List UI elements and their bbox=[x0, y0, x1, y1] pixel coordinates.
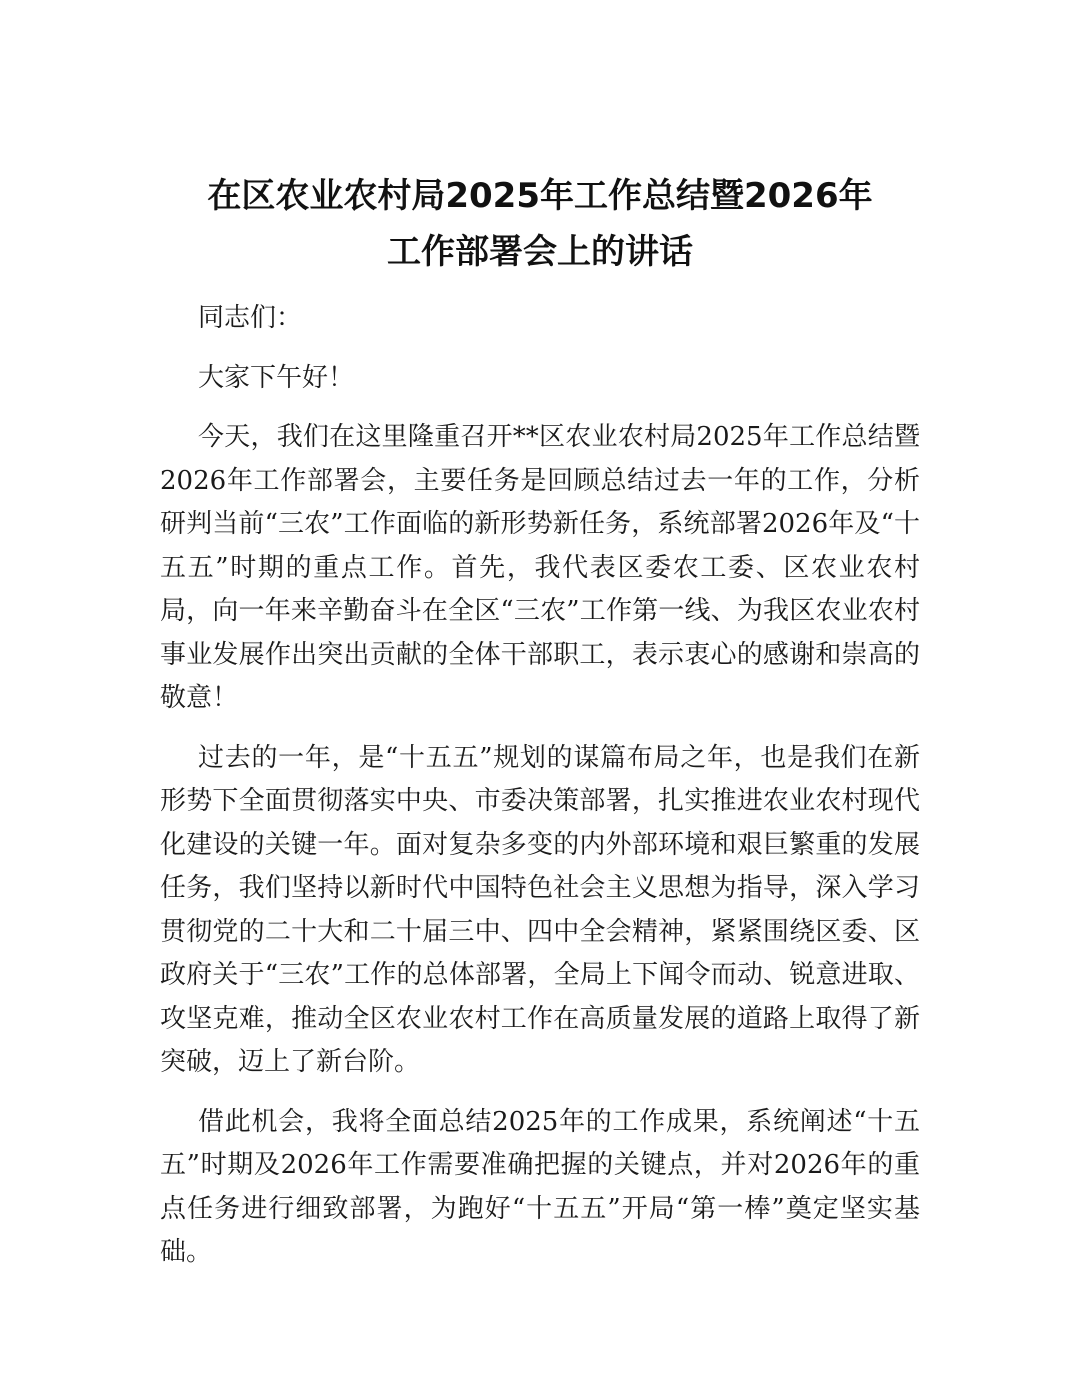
title-line-2: 工作部署会上的讲话 bbox=[387, 232, 693, 272]
paragraph-outline: 借此机会，我将全面总结2025年的工作成果，系统阐述“十五五”时期及2026年工作需要准确把握的关键点，并对2026年的重点任务进行细致部署，为跑好“十五五”开局“第一棒”奠定坚实基础。 bbox=[160, 1106, 920, 1267]
salutation: 同志们： bbox=[198, 303, 303, 333]
title-line-1: 在区农业农村局2025年工作总结暨2026年 bbox=[207, 176, 873, 216]
document-body bbox=[160, 297, 920, 1291]
paragraph-review: 过去的一年，是“十五五”规划的谋篇布局之年，也是我们在新形势下全面贯彻落实中央、市委决策部署，扎实推进农业农村现代化建设的关键一年。面对复杂多变的内外部环境和艰巨繁重的发展任务，我们坚持以新时代中国特色社会主义思想为指导，深入学习贯彻党的二十大和二十届三中、四中全会精神，紧紧围绕区委、区政府关于“三农”工作的总体部署，全局上下闻令而动、锐意进取、攻坚克难，推动全区农业农村工作在高质量发展的道路上取得了新突破，迈上了新台阶。 bbox=[160, 742, 920, 1077]
document-title bbox=[150, 168, 930, 280]
greeting: 大家下午好！ bbox=[198, 362, 355, 393]
paragraph-opening: 今天，我们在这里隆重召开**区农业农村局2025年工作总结暨2026年工作部署会，主要任务是回顾总结过去一年的工作，分析研判当前“三农”工作面临的新形势新任务，系统部署2026年及“十五五”时期的重点工作。首先，我代表区委农工委、区农业农村局，向一年来辛勤奋斗在全区“三农”工作第一线、为我区农业农村事业发展作出突出贡献的全体干部职工，表示衷心的感谢和崇高的敬意！ bbox=[160, 422, 920, 713]
